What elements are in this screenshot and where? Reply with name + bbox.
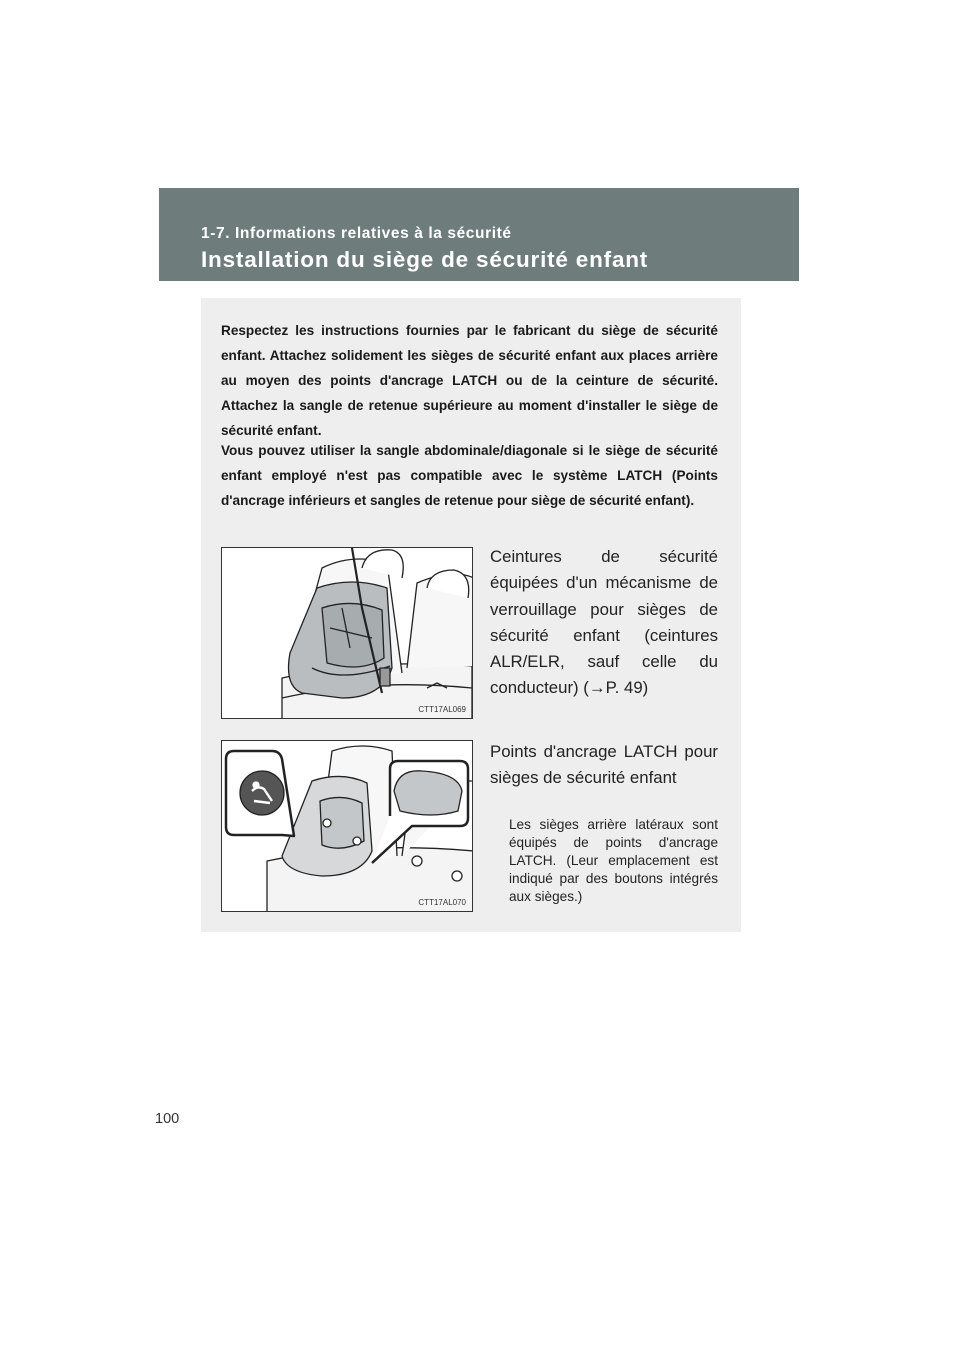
page-title: Installation du siège de sécurité enfant [201,247,649,272]
feature-title-alr-elr: Ceintures de sécurité équipées d'un mécanisme de verrouillage pour sièges de sécurité enfant (ceintures ALR/ELR, sauf celle du conducteur) (→P. 49) [490,547,718,698]
intro-paragraph-1: Respectez les instructions fournies par le fabricant du siège de sécurité enfant. Attachez solidement les sièges de sécurité enfant aux places arrière au moyen des points d'ancrage LATCH ou de la ceinture de sécurité. Attachez la sangle de retenue supérieure au moment d'installer le siège de sécurité enfant. [221,323,718,438]
car-seat-drawing [222,548,473,719]
page-number: 100 [155,1111,180,1127]
intro-paragraph-2: Vous pouvez utiliser la sangle abdominale/diagonale si le siège de sécurité enfant employé n'est pas compatible avec le système LATCH (Points d'ancrage inférieurs et sangles de retenue pour siège de sécurité enfant). [221,443,718,508]
feature-description-latch: Les sièges arrière latéraux sont équipés de points d'ancrage LATCH. (Leur emplacement est indiqué par des boutons intégrés aux sièges.) [509,817,718,904]
latch-drawing [222,741,473,912]
section-label: 1-7. Informations relatives à la sécurité [201,225,512,242]
latch-anchors-illustration [221,740,473,912]
feature-title-latch: Points d'ancrage LATCH pour sièges de sécurité enfant [490,742,718,787]
content-panel [201,298,741,932]
figure-code: CTT17AL069 [418,705,466,714]
child-seat-belt-illustration [221,547,473,719]
figure-code: CTT17AL070 [418,898,466,907]
section-header [159,188,799,281]
